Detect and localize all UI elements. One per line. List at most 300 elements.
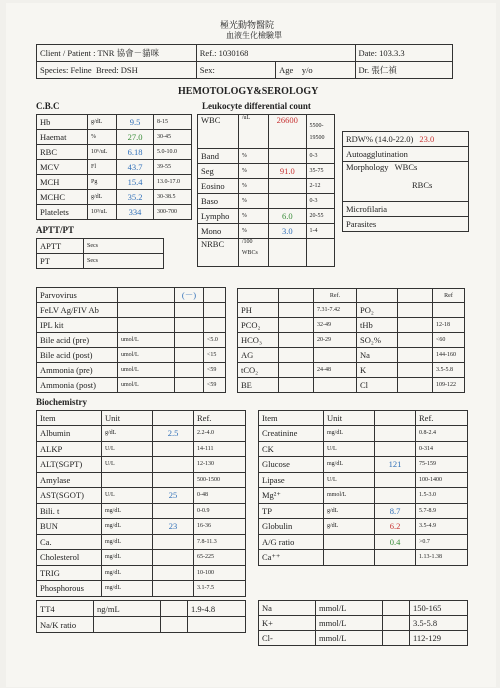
biochem-item-name: Albumin	[37, 426, 102, 442]
biochem-row	[259, 534, 468, 550]
cbc-value: 334	[117, 205, 154, 220]
biochem-item-name: Ca.	[37, 534, 102, 550]
rdw-morphology-table: RDW% (14.0-22.0) 23.0 Autoagglutination Morphology WBCs RBCs Microfilaria Parasites	[342, 131, 469, 232]
biochem-item-name: Ca⁺⁺	[259, 550, 324, 566]
cbc-item-name: MCH	[37, 175, 88, 190]
biochem-ref: >0.7	[416, 534, 468, 550]
cbc-item-name: RBC	[37, 145, 88, 160]
cbc-item-name: MCHC	[37, 190, 88, 205]
hemo-title: HEMOTOLOGY&SEROLOGY	[178, 86, 319, 97]
serology-item-name: Ammonia (post)	[37, 378, 118, 393]
biochem-row	[37, 519, 246, 535]
biochem-value: 2.5	[153, 426, 194, 442]
biochem-value	[153, 581, 194, 597]
electrolyte-row	[259, 631, 468, 646]
biochem-ref: 2.2-4.0	[194, 426, 246, 442]
gas-value	[398, 303, 433, 318]
serology-unit	[118, 288, 175, 303]
biochem-header	[259, 411, 468, 426]
rdw-value: 23.0	[419, 134, 435, 144]
gas-item-name: PCO₂	[238, 318, 279, 333]
serology-row	[37, 348, 226, 363]
gas-value	[279, 378, 314, 393]
serology-value	[175, 333, 204, 348]
cbc-value: 35.2	[117, 190, 154, 205]
biochem-left-table	[36, 410, 246, 597]
cbc-item-name: MCV	[37, 160, 88, 175]
biochem-ref: 100-1400	[416, 472, 468, 488]
biochem-unit: mmol/L	[324, 488, 375, 504]
cbc-unit: 10⁶/uL	[88, 145, 117, 160]
biochem-item-name: Lipase	[259, 472, 324, 488]
biochem-unit: g/dL	[102, 426, 153, 442]
gas-ref: <60	[433, 333, 465, 348]
gas-ref	[433, 303, 465, 318]
biochem-value: 6.2	[375, 519, 416, 535]
report-date: 103.3.3	[379, 48, 405, 58]
biochem-ref: 1.13-1.38	[416, 550, 468, 566]
electrolyte-value	[383, 616, 410, 631]
biochem-unit: g/dL	[324, 503, 375, 519]
serology-table	[36, 287, 226, 393]
blood-gas-row	[238, 363, 465, 378]
biochem-item-name: ALKP	[37, 441, 102, 457]
serology-value	[175, 303, 204, 318]
biochem-header-ref: Ref.	[194, 411, 246, 426]
serology-ref: <15	[204, 348, 226, 363]
cbc-item-name: Platelets	[37, 205, 88, 220]
biochem-value	[153, 503, 194, 519]
cbc-unit: Pg	[88, 175, 117, 190]
biochem-unit: U/L	[324, 472, 375, 488]
electrolyte-row	[259, 601, 468, 616]
biochem-row	[259, 550, 468, 566]
gas-value	[398, 318, 433, 333]
biochem-unit: mg/dL	[102, 565, 153, 581]
biochem-unit: U/L	[324, 441, 375, 457]
cbc-value: 43.7	[117, 160, 154, 175]
cbc-title: C.B.C	[36, 101, 60, 111]
diff-ref: 2-12	[306, 179, 335, 194]
diff-ref: 0-3	[306, 149, 335, 164]
biochem-unit: mg/dL	[102, 503, 153, 519]
biochem-unit: mg/dL	[102, 519, 153, 535]
cbc-unit: %	[88, 130, 117, 145]
cbc-value: 6.18	[117, 145, 154, 160]
hospital-name: 極光動物醫院	[220, 20, 275, 30]
cbc-row	[37, 205, 192, 220]
serology-unit: umol/L	[118, 378, 175, 393]
biochem-value: 25	[153, 488, 194, 504]
biochem-ref: 75-159	[416, 457, 468, 473]
cbc-unit: Fl	[88, 160, 117, 175]
biochem-unit: mg/dL	[324, 426, 375, 442]
biochem-item-name: TRIG	[37, 565, 102, 581]
biochem-row	[37, 581, 246, 597]
diff-ref: 0-3	[306, 194, 335, 209]
biochem-unit	[324, 534, 375, 550]
electrolyte-ref: 112-129	[410, 631, 468, 646]
diff-value: 91.0	[269, 164, 306, 179]
electrolyte-unit: mmol/L	[316, 616, 383, 631]
gas-ref	[314, 378, 357, 393]
diff-value: 3.0	[269, 224, 306, 239]
electrolyte-item-name: Cl-	[259, 631, 316, 646]
biochem-header-unit: Unit	[102, 411, 153, 426]
client-name: TNR 協會－貓咪	[97, 48, 160, 58]
electrolyte-value	[383, 601, 410, 616]
electrolyte-item-name: K+	[259, 616, 316, 631]
gas-item-name: SO₂%	[357, 333, 398, 348]
diff-unit: %	[238, 194, 268, 209]
gas-ref: 32-49	[314, 318, 357, 333]
gas-ref: 3.5-5.8	[433, 363, 465, 378]
sex-field: Sex:	[196, 62, 275, 79]
diff-value	[269, 149, 306, 164]
biochem-header-item: Item	[259, 411, 324, 426]
biochem-value: 23	[153, 519, 194, 535]
breed: DSH	[120, 65, 138, 75]
biochem-unit: mg/dL	[102, 534, 153, 550]
biochem-value: 8.7	[375, 503, 416, 519]
serology-value	[175, 318, 204, 333]
serology-ref: <5.0	[204, 333, 226, 348]
biochem-header-item: Item	[37, 411, 102, 426]
blood-gas-row	[238, 318, 465, 333]
cbc-ref: 13.0-17.0	[154, 175, 192, 190]
biochem-item-name: Glucose	[259, 457, 324, 473]
gas-value	[279, 363, 314, 378]
serology-item-name: IPL kit	[37, 318, 118, 333]
gas-ref: 12-18	[433, 318, 465, 333]
serology-unit	[118, 318, 175, 333]
diff-value	[269, 194, 306, 209]
serology-unit: umol/L	[118, 363, 175, 378]
biochem-ref: 0-0.9	[194, 503, 246, 519]
serology-ref	[204, 288, 226, 303]
biochem-row	[37, 565, 246, 581]
serology-value	[175, 348, 204, 363]
serology-ref	[204, 318, 226, 333]
biochem-ref: 12-130	[194, 457, 246, 473]
gas-item-name: AG	[238, 348, 279, 363]
gas-item-name: PO₂	[357, 303, 398, 318]
biochem-ref: 5.7-8.9	[416, 503, 468, 519]
biochem-item-name: Bili. t	[37, 503, 102, 519]
serology-row	[37, 363, 226, 378]
biochem-row	[259, 503, 468, 519]
gas-ref: 7.31-7.42	[314, 303, 357, 318]
bio-title: Biochemistry	[36, 397, 87, 407]
diff-unit: %	[238, 164, 268, 179]
cbc-row	[37, 130, 192, 145]
biochem-value	[375, 488, 416, 504]
biochem-unit	[324, 550, 375, 566]
electrolyte-table	[258, 600, 468, 646]
form-title: 血液生化檢驗單	[226, 31, 282, 40]
biochem-ref: 0-48	[194, 488, 246, 504]
cbc-value: 15.4	[117, 175, 154, 190]
diff-row	[198, 209, 335, 224]
biochem-row	[37, 426, 246, 442]
biochem-item-name: A/G ratio	[259, 534, 324, 550]
biochem-unit: U/L	[102, 488, 153, 504]
gas-item-name: Cl	[357, 378, 398, 393]
blood-gas-header	[238, 289, 465, 303]
biochem-unit	[102, 472, 153, 488]
cbc-row	[37, 190, 192, 205]
diff-item-name: Band	[198, 149, 239, 164]
species: Feline	[70, 65, 92, 75]
biochem-item-name: BUN	[37, 519, 102, 535]
biochem-ref: 0-314	[416, 441, 468, 457]
gas-ref	[314, 348, 357, 363]
cbc-row	[37, 175, 192, 190]
biochem-value	[375, 550, 416, 566]
diff-row	[198, 149, 335, 164]
diff-unit: %	[238, 179, 268, 194]
biochem-row	[37, 472, 246, 488]
biochem-header-ref: Ref.	[416, 411, 468, 426]
serology-value	[175, 378, 204, 393]
serology-item-name: Parvovirus	[37, 288, 118, 303]
diff-row	[198, 224, 335, 239]
diff-item-name: Mono	[198, 224, 239, 239]
aptt-item-name: APTT	[37, 239, 84, 254]
biochem-value	[375, 426, 416, 442]
biochem-unit: U/L	[102, 457, 153, 473]
gas-value	[398, 333, 433, 348]
blood-gas-row	[238, 348, 465, 363]
electrolyte-unit: mmol/L	[316, 601, 383, 616]
diff-row	[198, 194, 335, 209]
serology-row	[37, 378, 226, 393]
diff-item-name: Baso	[198, 194, 239, 209]
serology-item-name: Bile acid (post)	[37, 348, 118, 363]
biochem-item-name: Cholesterol	[37, 550, 102, 566]
electrolyte-ref: 150-165	[410, 601, 468, 616]
ref-number: 1030168	[218, 48, 249, 58]
electrolyte-row	[259, 616, 468, 631]
serology-unit	[118, 303, 175, 318]
biochem-item-name: Amylase	[37, 472, 102, 488]
blood-gas-row	[238, 378, 465, 393]
serology-unit: umol/L	[118, 348, 175, 363]
client-info-table: Client / Patient : TNR 協會－貓咪 Ref.: 1030168 Date: 103.3.3 Species: Feline Breed: DSH Sex: Age y/o Dr. 張仁禎	[36, 44, 453, 79]
gas-item-name: Na	[357, 348, 398, 363]
biochem-unit: mg/dL	[102, 581, 153, 597]
cbc-value: 9.5	[117, 115, 154, 130]
gas-value	[279, 318, 314, 333]
electrolyte-unit: mmol/L	[316, 631, 383, 646]
gas-value	[398, 348, 433, 363]
biochem-row	[37, 534, 246, 550]
biochem-ref: 14-111	[194, 441, 246, 457]
serology-row	[37, 318, 226, 333]
biochem-item-name: Phosphorous	[37, 581, 102, 597]
aptt-item-name: PT	[37, 254, 84, 269]
biochem-header-unit: Unit	[324, 411, 375, 426]
biochem-row	[37, 550, 246, 566]
gas-value	[398, 363, 433, 378]
gas-ref: 20-29	[314, 333, 357, 348]
serology-item-name: Bile acid (pre)	[37, 333, 118, 348]
serology-row	[37, 303, 226, 318]
biochem-value	[153, 565, 194, 581]
diff-ref: 35-75	[306, 164, 335, 179]
biochem-item-name: Creatinine	[259, 426, 324, 442]
biochem-ref: 3.5-4.9	[416, 519, 468, 535]
gas-ref-header-left: Ref.	[314, 289, 357, 303]
cbc-row	[37, 115, 192, 130]
serology-ref	[204, 303, 226, 318]
serology-value: (－)	[175, 288, 204, 303]
cbc-item-name: Hb	[37, 115, 88, 130]
cbc-ref: 30-45	[154, 130, 192, 145]
gas-item-name: BE	[238, 378, 279, 393]
biochem-ref: 65-225	[194, 550, 246, 566]
biochem-row	[37, 488, 246, 504]
biochem-value	[153, 472, 194, 488]
gas-item-name: PH	[238, 303, 279, 318]
biochem-right-table	[258, 410, 468, 566]
cbc-table	[36, 114, 192, 220]
biochem-ref: 1.5-3.0	[416, 488, 468, 504]
gas-ref: 144-160	[433, 348, 465, 363]
doctor-name: 張仁禎	[371, 65, 397, 75]
diff-ref: 1-4	[306, 224, 335, 239]
biochem-row	[37, 441, 246, 457]
serology-ref: <59	[204, 378, 226, 393]
biochem-item-name: CK	[259, 441, 324, 457]
gas-value	[279, 348, 314, 363]
biochem-unit: U/L	[102, 441, 153, 457]
aptt-title: APTT/PT	[36, 225, 75, 235]
diff-row	[198, 164, 335, 179]
gas-ref: 24-48	[314, 363, 357, 378]
blood-gas-row	[238, 303, 465, 318]
biochem-item-name: TP	[259, 503, 324, 519]
diff-value: 6.0	[269, 209, 306, 224]
diff-unit: %	[238, 209, 268, 224]
aptt-unit: Secs	[84, 239, 164, 254]
biochem-ref: 3.1-7.5	[194, 581, 246, 597]
biochem-ref: 7.8-11.3	[194, 534, 246, 550]
biochem-value: 121	[375, 457, 416, 473]
biochem-value	[153, 534, 194, 550]
serology-value	[175, 363, 204, 378]
biochem-item-name: ALT(SGPT)	[37, 457, 102, 473]
biochem-row	[259, 457, 468, 473]
aptt-unit: Secs	[84, 254, 164, 269]
biochem-header	[37, 411, 246, 426]
biochem-value	[375, 472, 416, 488]
biochem-row	[259, 426, 468, 442]
biochem-unit: mg/dL	[324, 457, 375, 473]
serology-unit: umol/L	[118, 333, 175, 348]
cbc-ref: 300-700	[154, 205, 192, 220]
biochem-row	[259, 488, 468, 504]
gas-value	[398, 378, 433, 393]
biochem-unit: g/dL	[324, 519, 375, 535]
serology-ref: <59	[204, 363, 226, 378]
wbc-value: 26600	[269, 115, 306, 149]
diff-unit: %	[238, 224, 268, 239]
cbc-ref: 30-38.5	[154, 190, 192, 205]
aptt-row	[37, 254, 164, 269]
blood-gas-row	[238, 333, 465, 348]
biochem-unit: mg/dL	[102, 550, 153, 566]
biochem-item-name: Globulin	[259, 519, 324, 535]
diff-value	[269, 179, 306, 194]
gas-ref: 109-122	[433, 378, 465, 393]
diff-ref: 20-55	[306, 209, 335, 224]
cbc-unit: 10³/uL	[88, 205, 117, 220]
tt4-table: TT4 ng/mL 1.9-4.8 Na/K ratio	[36, 600, 246, 633]
cbc-unit: g/dL	[88, 190, 117, 205]
blood-gas-table	[237, 288, 465, 393]
cbc-ref: 5.0-10.0	[154, 145, 192, 160]
biochem-item-name: AST(SGOT)	[37, 488, 102, 504]
gas-ref-header-right: Ref	[433, 289, 465, 303]
gas-item-name: tHb	[357, 318, 398, 333]
cbc-item-name: Haemat	[37, 130, 88, 145]
diff-item-name: Lympho	[198, 209, 239, 224]
serology-item-name: Ammonia (pre)	[37, 363, 118, 378]
biochem-item-name: Mg²⁺	[259, 488, 324, 504]
electrolyte-value	[383, 631, 410, 646]
diff-row	[198, 179, 335, 194]
gas-item-name: K	[357, 363, 398, 378]
biochem-value	[153, 441, 194, 457]
gas-item-name: tCO₂	[238, 363, 279, 378]
cbc-row	[37, 160, 192, 175]
biochem-row	[37, 503, 246, 519]
biochem-value	[153, 457, 194, 473]
serology-row	[37, 288, 226, 303]
biochem-ref: 16-36	[194, 519, 246, 535]
biochem-ref: 500-1500	[194, 472, 246, 488]
leuko-title: Leukocyte differential count	[202, 101, 311, 111]
cbc-unit: g/dL	[88, 115, 117, 130]
biochem-value: 0.4	[375, 534, 416, 550]
cbc-ref: 39-55	[154, 160, 192, 175]
diff-item-name: Eosino	[198, 179, 239, 194]
cbc-value: 27.0	[117, 130, 154, 145]
gas-value	[279, 333, 314, 348]
cbc-ref: 8-15	[154, 115, 192, 130]
biochem-value	[375, 441, 416, 457]
serology-item-name: FeLV Ag/FIV Ab	[37, 303, 118, 318]
electrolyte-item-name: Na	[259, 601, 316, 616]
diff-item-name: Seg	[198, 164, 239, 179]
leukocyte-table: WBC /uL 26600 5500- 19500 Band % 0-3 Seg % 91.0 35-75 Eosino % 2-12 Baso % 0-3 Lympho % 6.0 20-55 Mono % 3.0 1-4 NRBC /100 WBCs	[197, 114, 335, 267]
biochem-row	[37, 457, 246, 473]
cbc-row	[37, 145, 192, 160]
biochem-row	[259, 472, 468, 488]
biochem-value	[153, 550, 194, 566]
electrolyte-ref: 3.5-5.8	[410, 616, 468, 631]
gas-value	[279, 303, 314, 318]
biochem-row	[259, 519, 468, 535]
aptt-table	[36, 238, 164, 269]
aptt-row	[37, 239, 164, 254]
biochem-row	[259, 441, 468, 457]
serology-row	[37, 333, 226, 348]
biochem-ref: 0.8-2.4	[416, 426, 468, 442]
diff-unit: %	[238, 149, 268, 164]
biochem-ref: 10-100	[194, 565, 246, 581]
